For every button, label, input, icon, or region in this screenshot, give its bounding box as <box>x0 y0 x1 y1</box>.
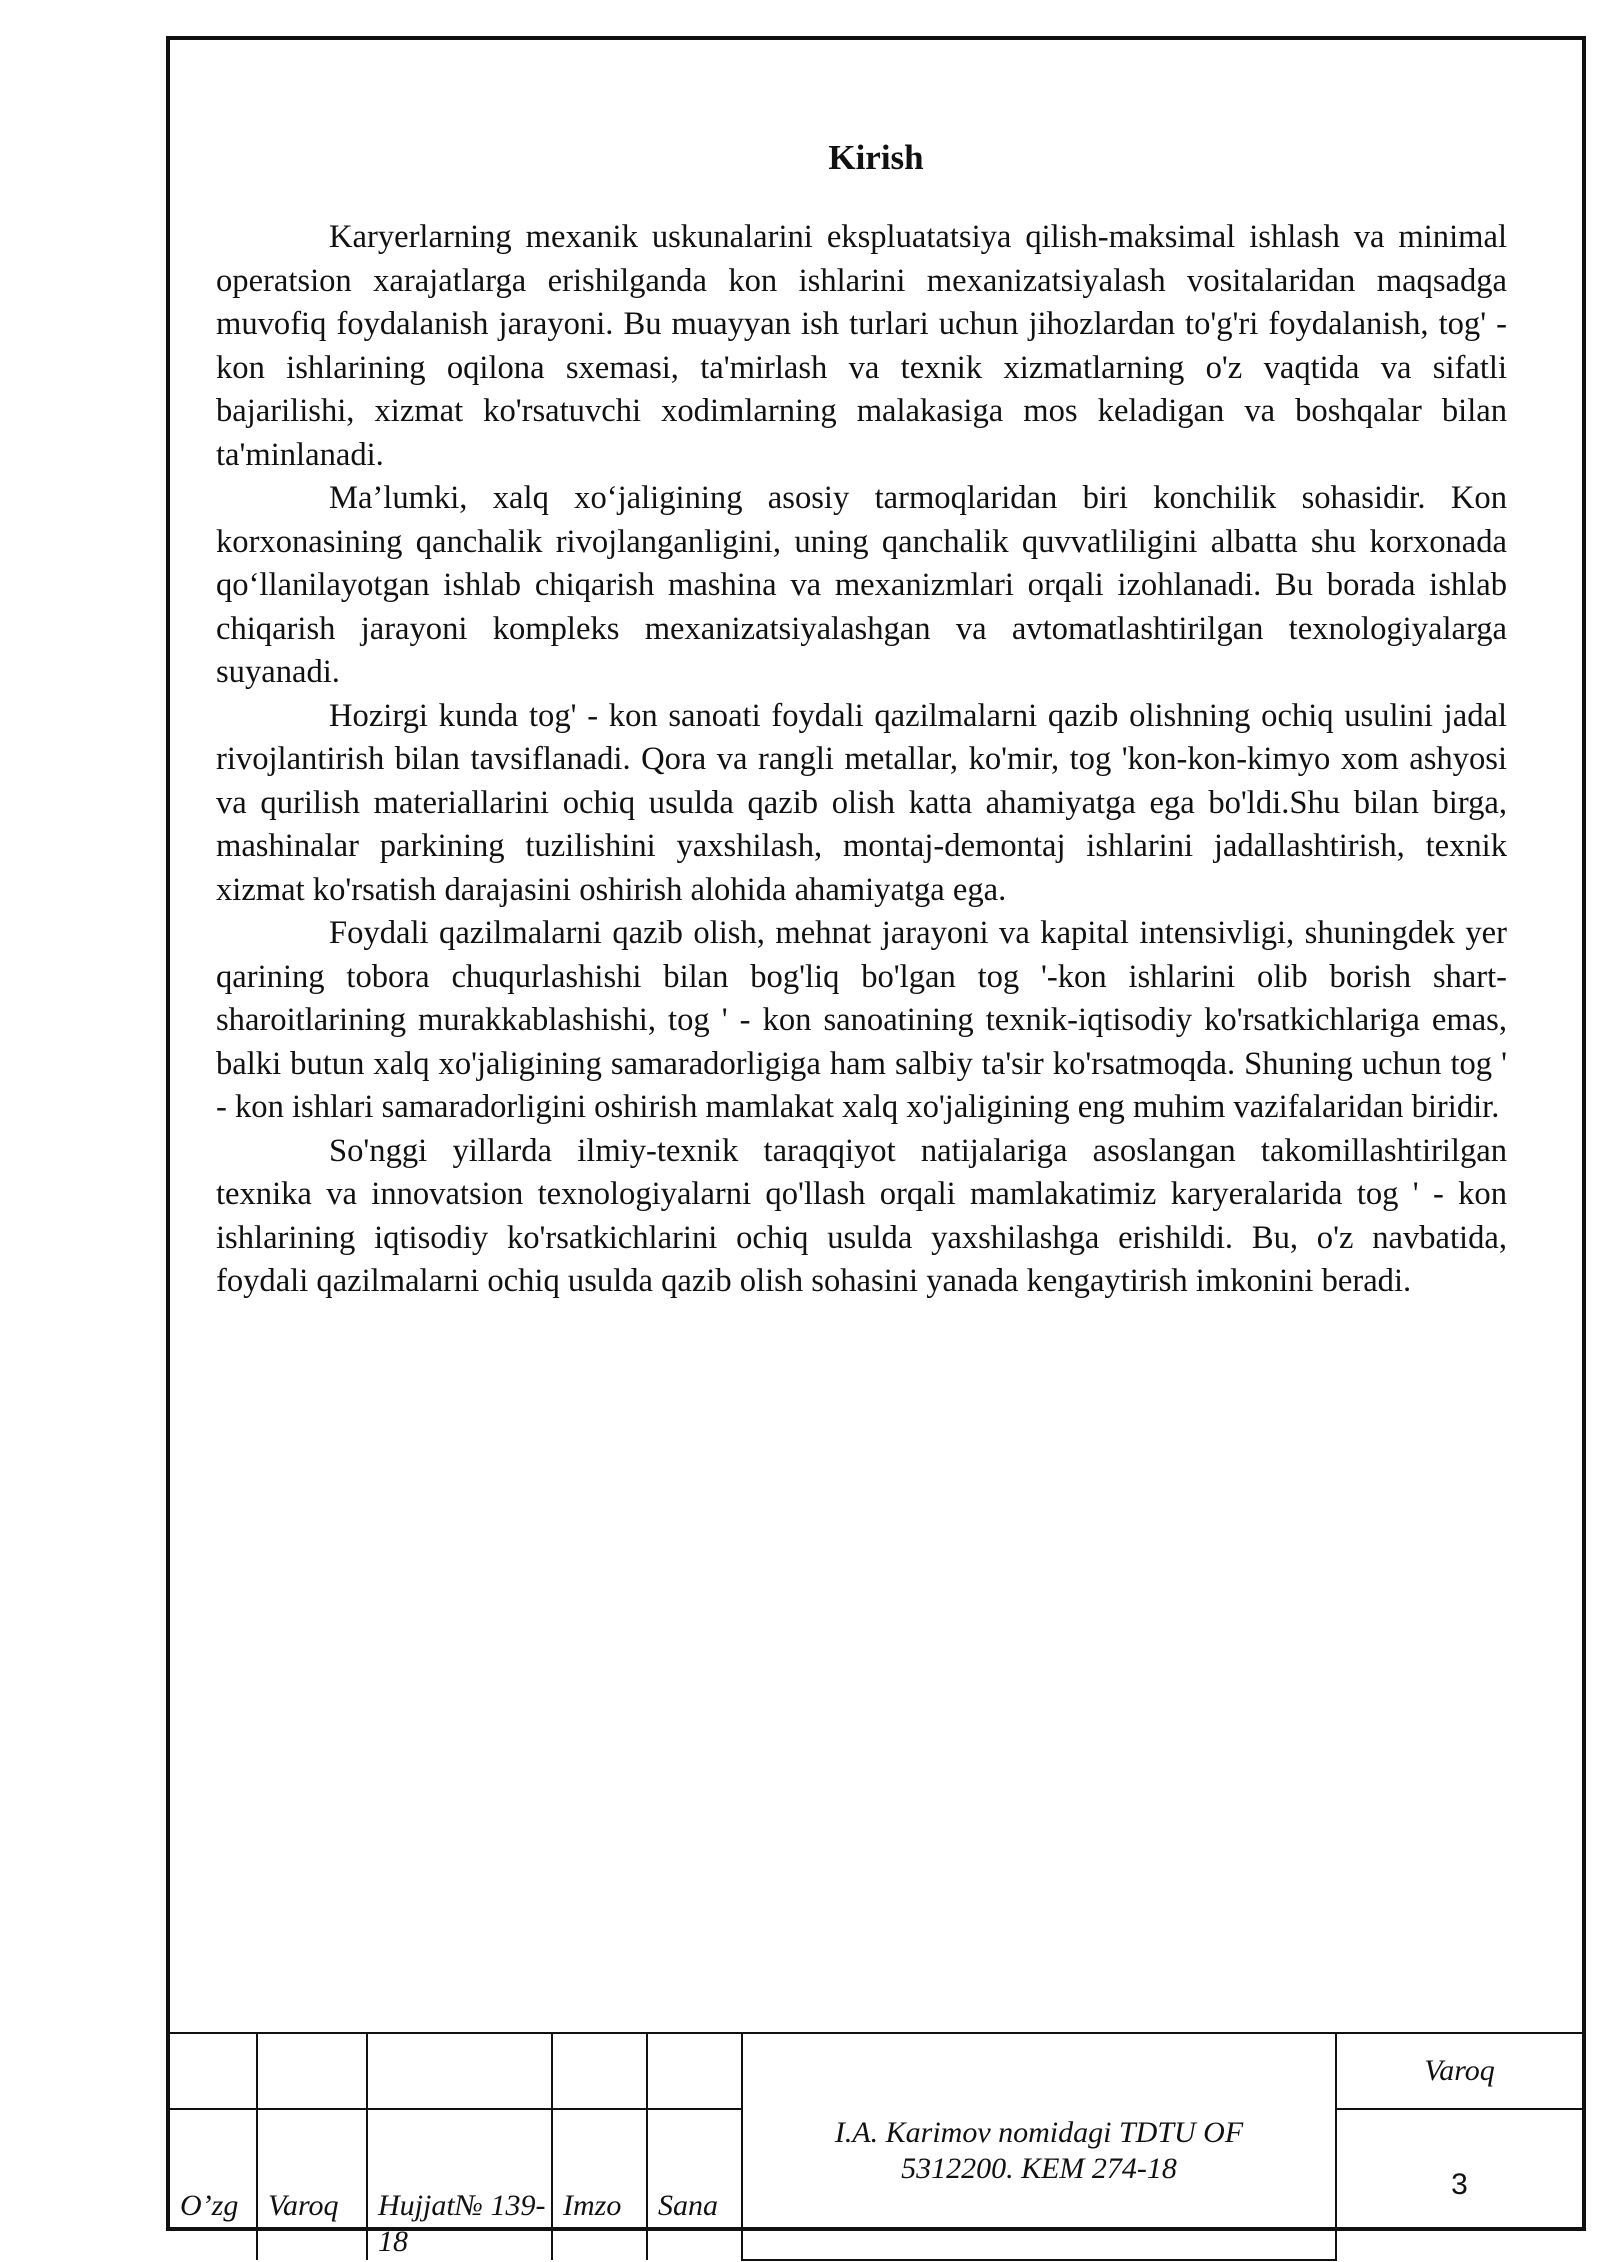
sheet-label-cell <box>1336 2034 1582 2109</box>
page-title: Kirish <box>828 138 924 177</box>
paragraph: Karyerlarning mexanik uskunalarini ekspluatatsiya qilish-maksimal ishlash va minimal operatsion xarajatlarga erishilganda kon ishlarini mexanizatsiyalash vositalaridan maqsadga muvofiq foydalanish jarayoni. Bu muayyan ish turlari uchun jihozlardan to'g'ri foydalanish, tog' - kon ishlarining oqilona sxemasi, ta'mirlash va texnik xizmatlarning o'z vaqtida va sifatli bajarilishi, xizmat ko'rsatuvchi xodimlarning malakasiga mos keladigan va boshqalar bilan ta'minlanadi. <box>216 219 1507 473</box>
header-sana: Sana <box>647 2109 742 2260</box>
page-number: 3 <box>1336 2109 1582 2260</box>
organization-name: I.A. Karimov nomidagi TDTU OF <box>834 2115 1244 2149</box>
paragraph: Hozirgi kunda tog' - kon sanoati foydali qazilmalarni qazib olishning ochiq usulini jadal rivojlantirish bilan tavsiflanadi. Qora va rangli metallar, ko'mir, tog 'kon-kon-kimyo xom ashyosi va qurilish materiallarini ochiq usulda qazib olish katta ahamiyatga ega bo'ldi.Shu bilan birga, mashinalar parkining tuzilishini yaxshilash, montaj-demontaj ishlarini jadallashtirish, texnik xizmat ko'rsatish darajasini oshirish alohida ahamiyatga ega. <box>216 697 1507 908</box>
sheet-label: Varoq <box>1424 2054 1495 2087</box>
paragraph: Foydali qazilmalarni qazib olish, mehnat jarayoni va kapital intensivligi, shuningdek yer qarining tobora chuqurlashishi bilan bog'liq bo'lgan tog '-kon ishlarini olib borish shart-sharoitlarining murakkablashishi, tog ' - kon sanoatining texnik-iqtisodiy ko'rsatkichlariga emas, balki butun xalq xo'jaligining samaradorligiga ham salbiy ta'sir ko'rsatmoqda. Shuning uchun tog ' - kon ishlari samaradorligini oshirish mamlakat xalq xo'jaligining eng muhim vazifalaridan biridir. <box>216 915 1507 1125</box>
page-frame <box>166 36 1586 2258</box>
title-block <box>170 2032 1582 2258</box>
document-code: 5312200. KEM 274-18 <box>901 2151 1177 2185</box>
header-hujjat: Hujjat№ 139-18 <box>367 2109 552 2260</box>
header-varoq: Varoq <box>257 2109 367 2260</box>
stamp-cell <box>367 2034 552 2109</box>
stamp-cell <box>170 2034 257 2109</box>
stamp-cell <box>257 2034 367 2109</box>
stamp-cell <box>647 2034 742 2109</box>
header-imzo: Imzo <box>552 2109 647 2260</box>
header-ozg: O’zg <box>170 2109 257 2260</box>
stamp-cell <box>552 2034 647 2109</box>
paragraph: So'nggi yillarda ilmiy-texnik taraqqiyot natijalariga asoslangan takomillashtirilgan texnika va innovatsion texnologiyalarni qo'llash orqali mamlakatimiz karyeralarida tog ' - kon ishlarining iqtisodiy ko'rsatkichlarini ochiq usulda yaxshilashga erishildi. Bu, o'z navbatida, foydali qazilmalarni ochiq usulda qazib olish sohasini yanada kengaytirish imkonini beradi. <box>216 1132 1507 1299</box>
organization-cell <box>742 2034 1336 2260</box>
body-text <box>216 216 1507 1304</box>
paragraph: Ma’lumki, xalq xo‘jaligining asosiy tarmoqlaridan biri konchilik sohasidir. Kon korxonasining qanchalik rivojlanganligini, uning qanchalik quvvatliligini albatta shu korxonada qo‘llanilayotgan ishlab chiqarish mashina va mexanizmlari orqali izohlanadi. Bu borada ishlab chiqarish jarayoni kompleks mexanizatsiyalashgan va avtomatlashtirilgan texnologiyalarga suyanadi. <box>216 480 1507 690</box>
